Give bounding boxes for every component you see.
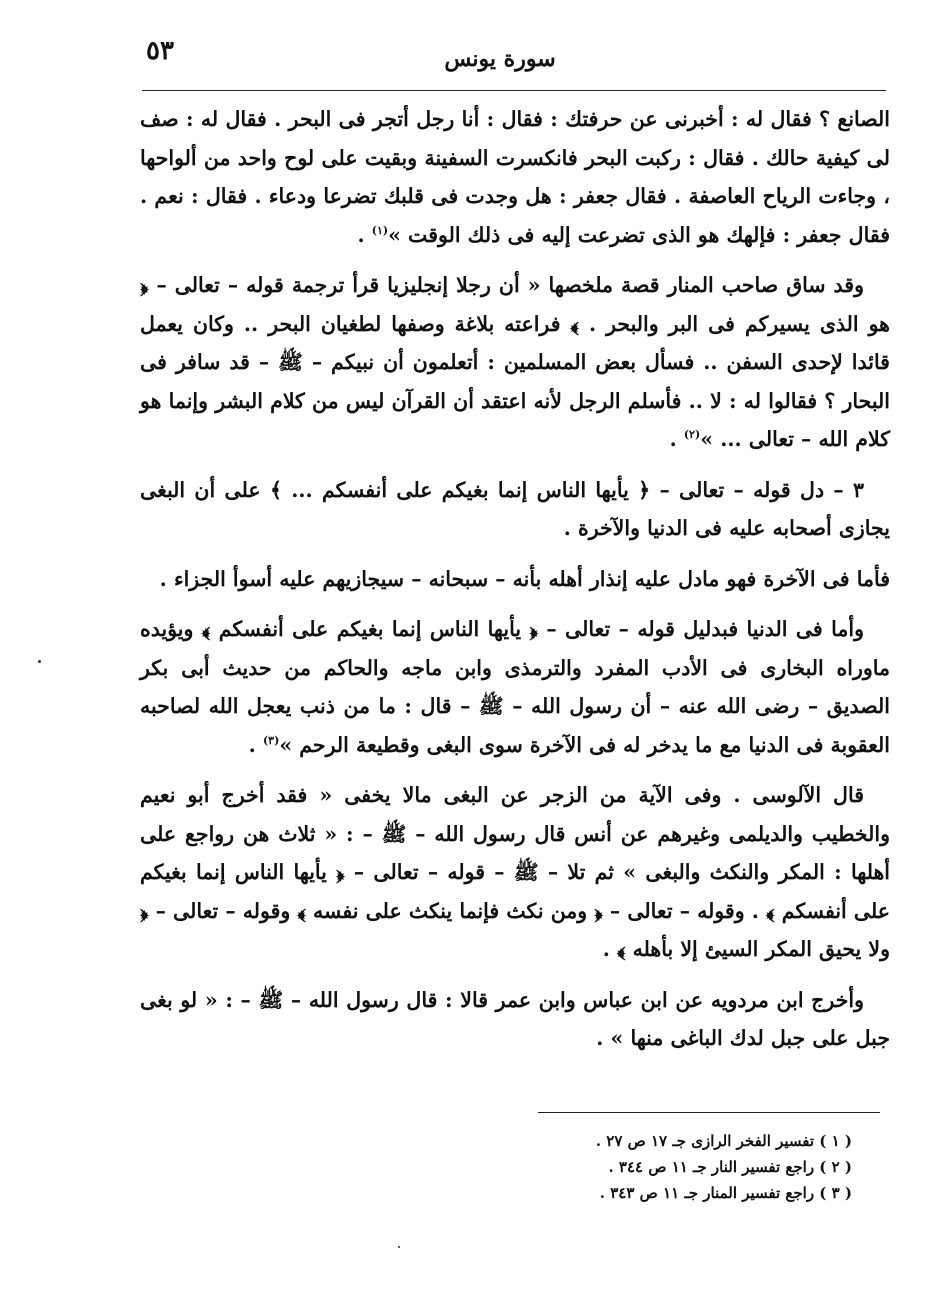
paragraph-5-text: وأما فى الدنيا فبدليل قوله – تعالى – ﴿ يأيها الناس إنما بغيكم على أنفسكم ﴾ ويؤيده ماوراه البخارى فى الأدب المفرد والترمذى وابن ماجه والحاكم من حديث أبى بكر الصديق – رضى الله عنه – أن رسول الله – ﷺ – قال : ما من ذنب يعجل الله لصاحبه العقوبة فى الدنيا مع ما يدخر له فى الآخرة سوى البغى وقطيعة الرحم » [140,617,890,757]
running-header-surah-title: سورة يونس [444,46,556,72]
paragraph-6: قال الآلوسى . وفى الآية من الزجر عن البغى مالا يخفى « فقد أخرج أبو نعيم والخطيب والديلمى وغيرهم عن أنس قال رسول الله – ﷺ – : « ثلاث هن رواجع على أهلها : المكر والنكث والبغى » ثم تلا – ﷺ – قوله – تعالى – ﴿ يأيها الناس إنما بغيكم على أنفسكم ﴾ . وقوله – تعالى – ﴿ ومن نكث فإنما ينكث على نفسه ﴾ وقوله – تعالى – ﴿ ولا يحيق المكر السيئ إلا بأهله ﴾ . [140,783,890,961]
paragraph-2 [140,266,890,459]
paragraph-2-end: . [669,427,684,451]
page-number: ٥٣ [146,36,174,66]
scan-speck [38,660,41,663]
scan-speck [398,1246,400,1248]
paragraph-1 [140,100,890,254]
paragraph-3: ٣ – دل قوله – تعالى – ﴿ يأيها الناس إنما بغيكم على أنفسكم ... ﴾ على أن البغى يجازى أصحابه عليه فى الدنيا والآخرة . [140,477,890,540]
footnote-divider [538,1112,880,1113]
footnote-1: ( ١ ) تفسير الفخر الرازى جـ ١٧ ص ٢٧ . [595,1132,852,1150]
footnote-ref-3: (٣) [262,733,280,747]
paragraph-5-end: . [248,732,263,757]
page-body [140,100,890,1070]
paragraph-1-end: . [357,222,372,247]
paragraph-2-text: وقد ساق صاحب المنار قصة ملخصها « أن رجلا إنجليزيا قرأ ترجمة قوله – تعالى – ﴿ هو الذى يسيركم فى البر والبحر . ﴾ فراعته بلاغة وصفها لطغيان البحر .. وكان يعمل قائدا لإحدى السفن .. فسأل بعض المسلمين : أتعلمون أن نبيكم – ﷺ – قد سافر فى البحار ؟ فقالوا له : لا .. فأسلم الرجل لأنه اعتقد أن القرآن ليس من كلام البشر وإنما هو كلام الله – تعالى ... » [140,273,890,451]
footnotes [440,1128,852,1206]
header-divider [142,90,886,91]
footnote-2: ( ٢ ) راجع تفسير النار جـ ١١ ص ٣٤٤ . [608,1158,852,1176]
footnote-3: ( ٣ ) راجع تفسير المنار جـ ١١ ص ٣٤٣ . [599,1184,852,1202]
paragraph-7: وأخرج ابن مردويه عن ابن عباس وابن عمر قالا : قال رسول الله – ﷺ – : « لو بغى جبل على جبل لدك الباغى منها » . [140,987,890,1050]
paragraph-1-text: الصانع ؟ فقال له : أخبرنى عن حرفتك : فقال : أنا رجل أتجر فى البحر . فقال له : صف لى كيفية حالك . فقال : ركبت البحر فانكسرت السفينة وبقيت على لوح واحد من ألواحها ، وجاءت الرياح العاصفة . فقال جعفر : هل وجدت فى قلبك تضرعا ودعاء . فقال : نعم . فقال جعفر : فإلهك هو الذى تضرعت إليه فى ذلك الوقت » [140,107,890,247]
footnote-ref-1: (١) [371,223,389,237]
paragraph-4: فأما فى الآخرة فهو مادل عليه إنذار أهله بأنه – سبحانه – سيجازيهم عليه أسوأ الجزاء . [159,566,890,591]
paragraph-5 [140,610,890,764]
footnote-ref-2: (٢) [683,428,701,442]
